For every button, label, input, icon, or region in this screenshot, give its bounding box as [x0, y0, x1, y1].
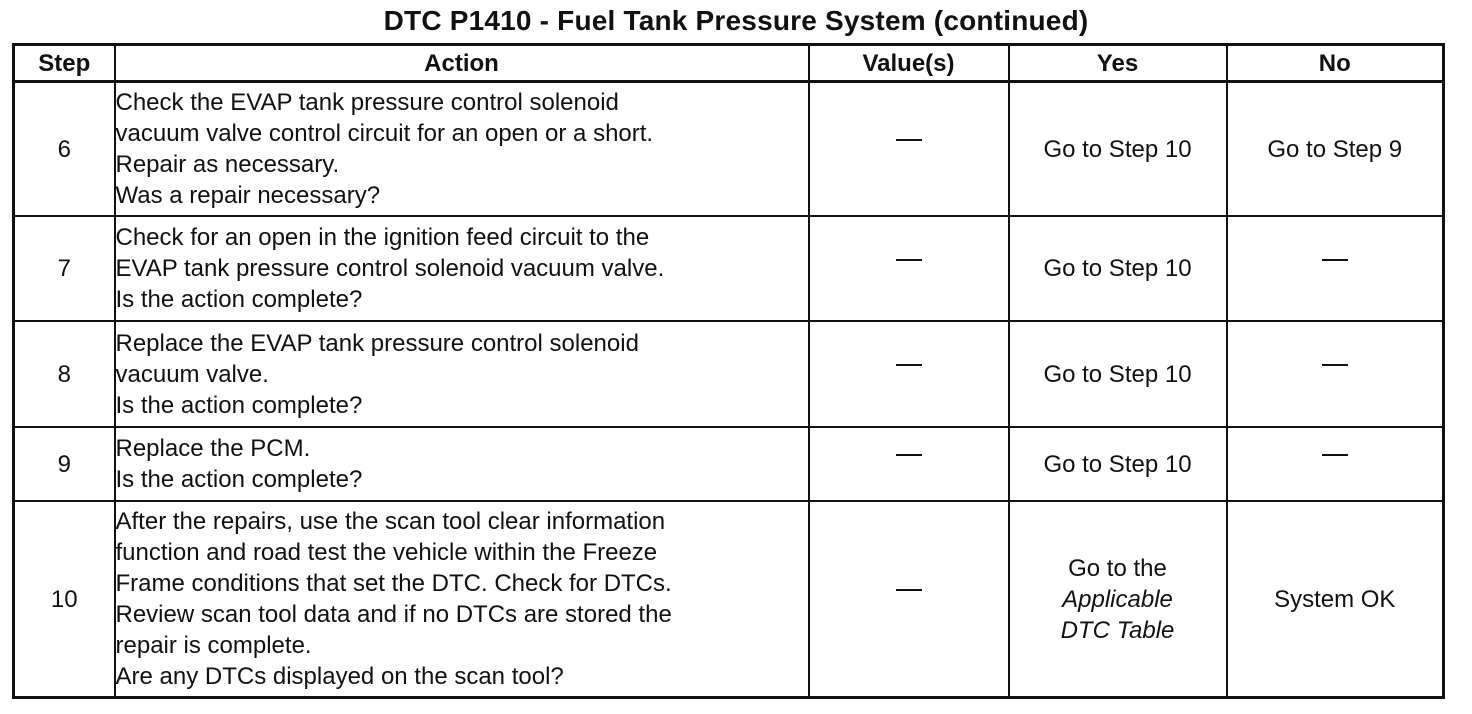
- yes-cell: Go to Step 10: [1009, 216, 1227, 321]
- value-dash: [896, 454, 922, 456]
- value-dash: [896, 589, 922, 591]
- action-line: Is the action complete?: [115, 286, 363, 313]
- action-line: Replace the EVAP tank pressure control solenoid: [115, 329, 639, 357]
- action-line: Review scan tool data and if no DTCs are stored the: [115, 601, 672, 628]
- diagnostic-table: [12, 43, 1445, 699]
- value-dash: [896, 364, 922, 366]
- action-line: Are any DTCs displayed on the scan tool?: [115, 663, 564, 690]
- step-number: 6: [14, 82, 115, 217]
- table-row: [14, 82, 1444, 217]
- yes-cell: Go to Step 10: [1009, 82, 1227, 217]
- action-line: Replace the PCM.: [115, 435, 311, 462]
- action-line: Repair as necessary.: [115, 151, 340, 178]
- action-cell: [115, 216, 809, 321]
- yes-line-italic: DTC Table: [1060, 616, 1175, 644]
- action-cell: [115, 427, 809, 501]
- table-header-row: [14, 45, 1444, 82]
- action-line: Is the action complete?: [115, 391, 363, 419]
- value-cell: [809, 82, 1009, 217]
- action-line: Was a repair necessary?: [115, 182, 381, 209]
- table-row: [14, 427, 1444, 501]
- step-number: 9: [14, 427, 115, 501]
- action-line: Check the EVAP tank pressure control solenoid: [115, 89, 619, 116]
- action-line: vacuum valve control circuit for an open or a short.: [115, 120, 654, 147]
- header-no: No: [1227, 45, 1444, 82]
- action-cell: [115, 82, 809, 217]
- table-row: [14, 501, 1444, 698]
- action-line: Is the action complete?: [115, 466, 363, 493]
- no-dash: [1322, 364, 1348, 366]
- header-values: Value(s): [809, 45, 1009, 82]
- value-cell: [809, 427, 1009, 501]
- no-cell: [1227, 216, 1444, 321]
- action-cell: [115, 501, 809, 698]
- table-row: [14, 216, 1444, 321]
- no-dash: [1322, 259, 1348, 261]
- no-cell: [1227, 427, 1444, 501]
- page-title: DTC P1410 - Fuel Tank Pressure System (continued): [383, 5, 1089, 36]
- value-dash: [896, 139, 922, 141]
- step-number: 8: [14, 321, 115, 427]
- header-action: Action: [115, 45, 809, 82]
- no-cell: Go to Step 9: [1227, 82, 1444, 217]
- action-line: After the repairs, use the scan tool clear information: [115, 508, 666, 535]
- action-line: Check for an open in the ignition feed circuit to the: [115, 224, 650, 251]
- action-line: function and road test the vehicle within the Freeze: [115, 539, 658, 566]
- yes-cell: Go to Step 10: [1009, 321, 1227, 427]
- table-row: [14, 321, 1444, 427]
- yes-cell: [1009, 501, 1227, 698]
- action-line: Frame conditions that set the DTC. Check for DTCs.: [115, 570, 672, 597]
- value-dash: [896, 259, 922, 261]
- value-cell: [809, 321, 1009, 427]
- action-line: EVAP tank pressure control solenoid vacuum valve.: [115, 255, 665, 282]
- yes-cell: Go to Step 10: [1009, 427, 1227, 501]
- action-cell: [115, 321, 809, 427]
- header-step: Step: [14, 45, 115, 82]
- step-number: 10: [14, 501, 115, 698]
- step-number: 7: [14, 216, 115, 321]
- value-cell: [809, 501, 1009, 698]
- no-cell: [1227, 321, 1444, 427]
- value-cell: [809, 216, 1009, 321]
- yes-line-italic: Applicable: [1062, 585, 1173, 613]
- header-yes: Yes: [1009, 45, 1227, 82]
- action-line: repair is complete.: [115, 632, 312, 659]
- action-line: vacuum valve.: [115, 360, 269, 388]
- yes-line: Go to the: [1068, 554, 1167, 582]
- no-dash: [1322, 454, 1348, 456]
- no-cell: System OK: [1227, 501, 1444, 698]
